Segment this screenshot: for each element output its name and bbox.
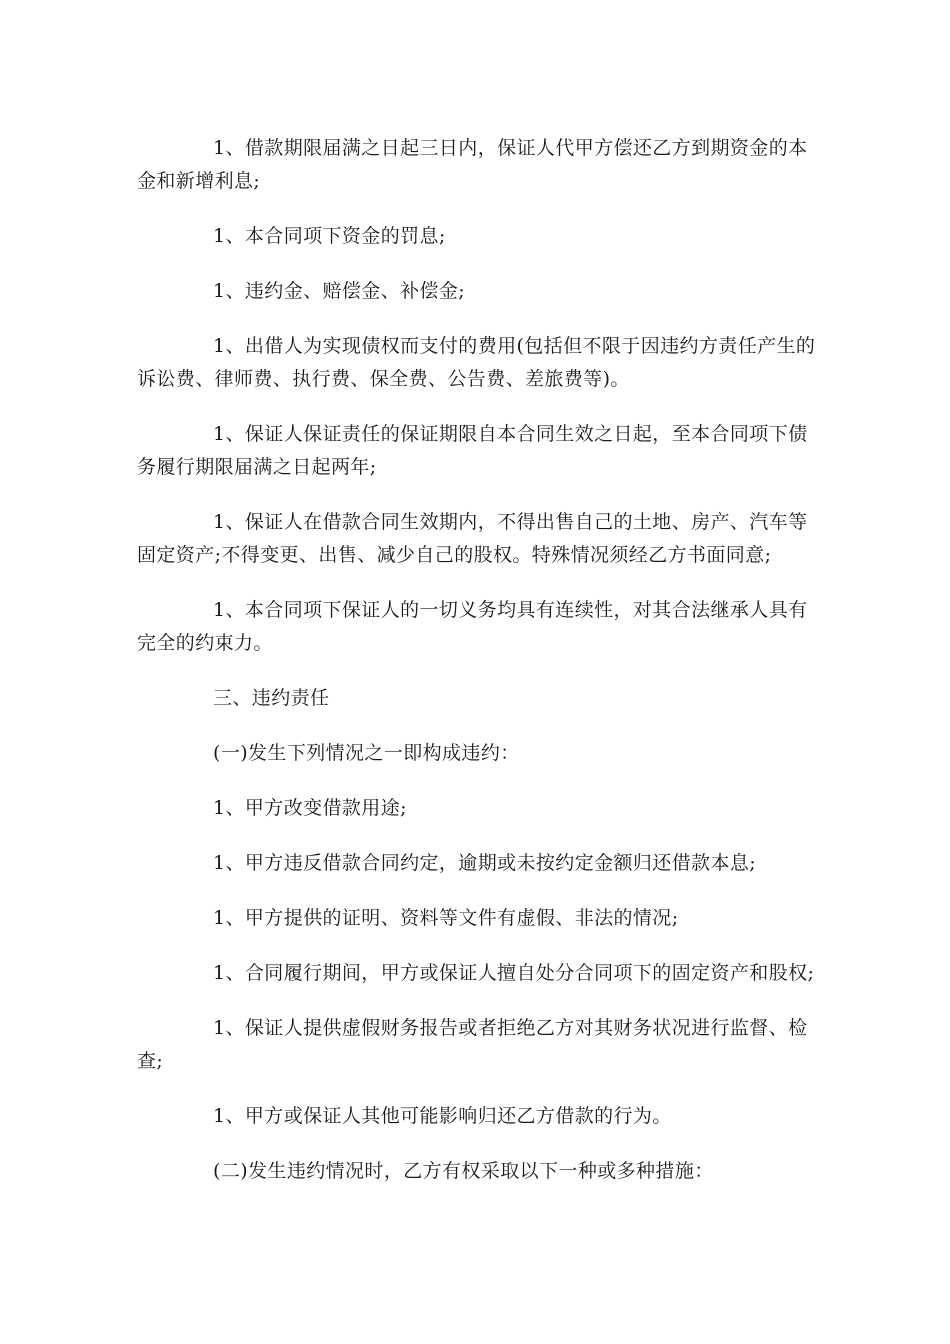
paragraph-change-loan-use: 1、甲方改变借款用途; [213, 797, 407, 819]
subsection-heading-breach-cases: (一)发生下列情况之一即构成违约： [213, 742, 520, 764]
paragraph-asset-restriction: 1、保证人在借款合同生效期内，不得出售自己的土地、房产、汽车等固定资产;不得变更、出售、减少自己的股权。特殊情况须经乙方书面同意; [137, 511, 808, 566]
paragraph-guarantee-period: 1、保证人保证责任的保证期限自本合同生效之日起，至本合同项下债务履行期限届满之日起两年; [137, 423, 808, 478]
paragraph-false-financial-report: 1、保证人提供虚假财务报告或者拒绝乙方对其财务状况进行监督、检查; [137, 1017, 808, 1072]
paragraph-penalty-interest: 1、本合同项下资金的罚息; [213, 225, 446, 247]
paragraph-obligation-continuity: 1、本合同项下保证人的一切义务均具有连续性，对其合法继承人具有完全的约束力。 [137, 599, 808, 654]
paragraph-other-affecting-acts: 1、甲方或保证人其他可能影响归还乙方借款的行为。 [213, 1105, 672, 1127]
section-heading-breach-liability: 三、违约责任 [213, 687, 330, 709]
paragraph-liquidated-damages: 1、违约金、赔偿金、补偿金; [213, 280, 466, 302]
paragraph-overdue-repayment: 1、甲方违反借款合同约定，逾期或未按约定金额归还借款本息; [213, 852, 757, 874]
paragraph-false-documents: 1、甲方提供的证明、资料等文件有虚假、非法的情况; [213, 907, 679, 929]
subsection-heading-remedies: (二)发生违约情况时，乙方有权采取以下一种或多种措施： [213, 1160, 714, 1182]
paragraph-guarantor-repay-principal: 1、借款期限届满之日起三日内，保证人代甲方偿还乙方到期资金的本金和新增利息; [137, 137, 808, 192]
paragraph-creditor-expenses: 1、出借人为实现债权而支付的费用(包括但不限于因违约方责任产生的诉讼费、律师费、执行费、保全费、公告费、差旅费等)。 [137, 335, 816, 390]
paragraph-unauthorized-disposal: 1、合同履行期间，甲方或保证人擅自处分合同项下的固定资产和股权; [213, 962, 815, 984]
